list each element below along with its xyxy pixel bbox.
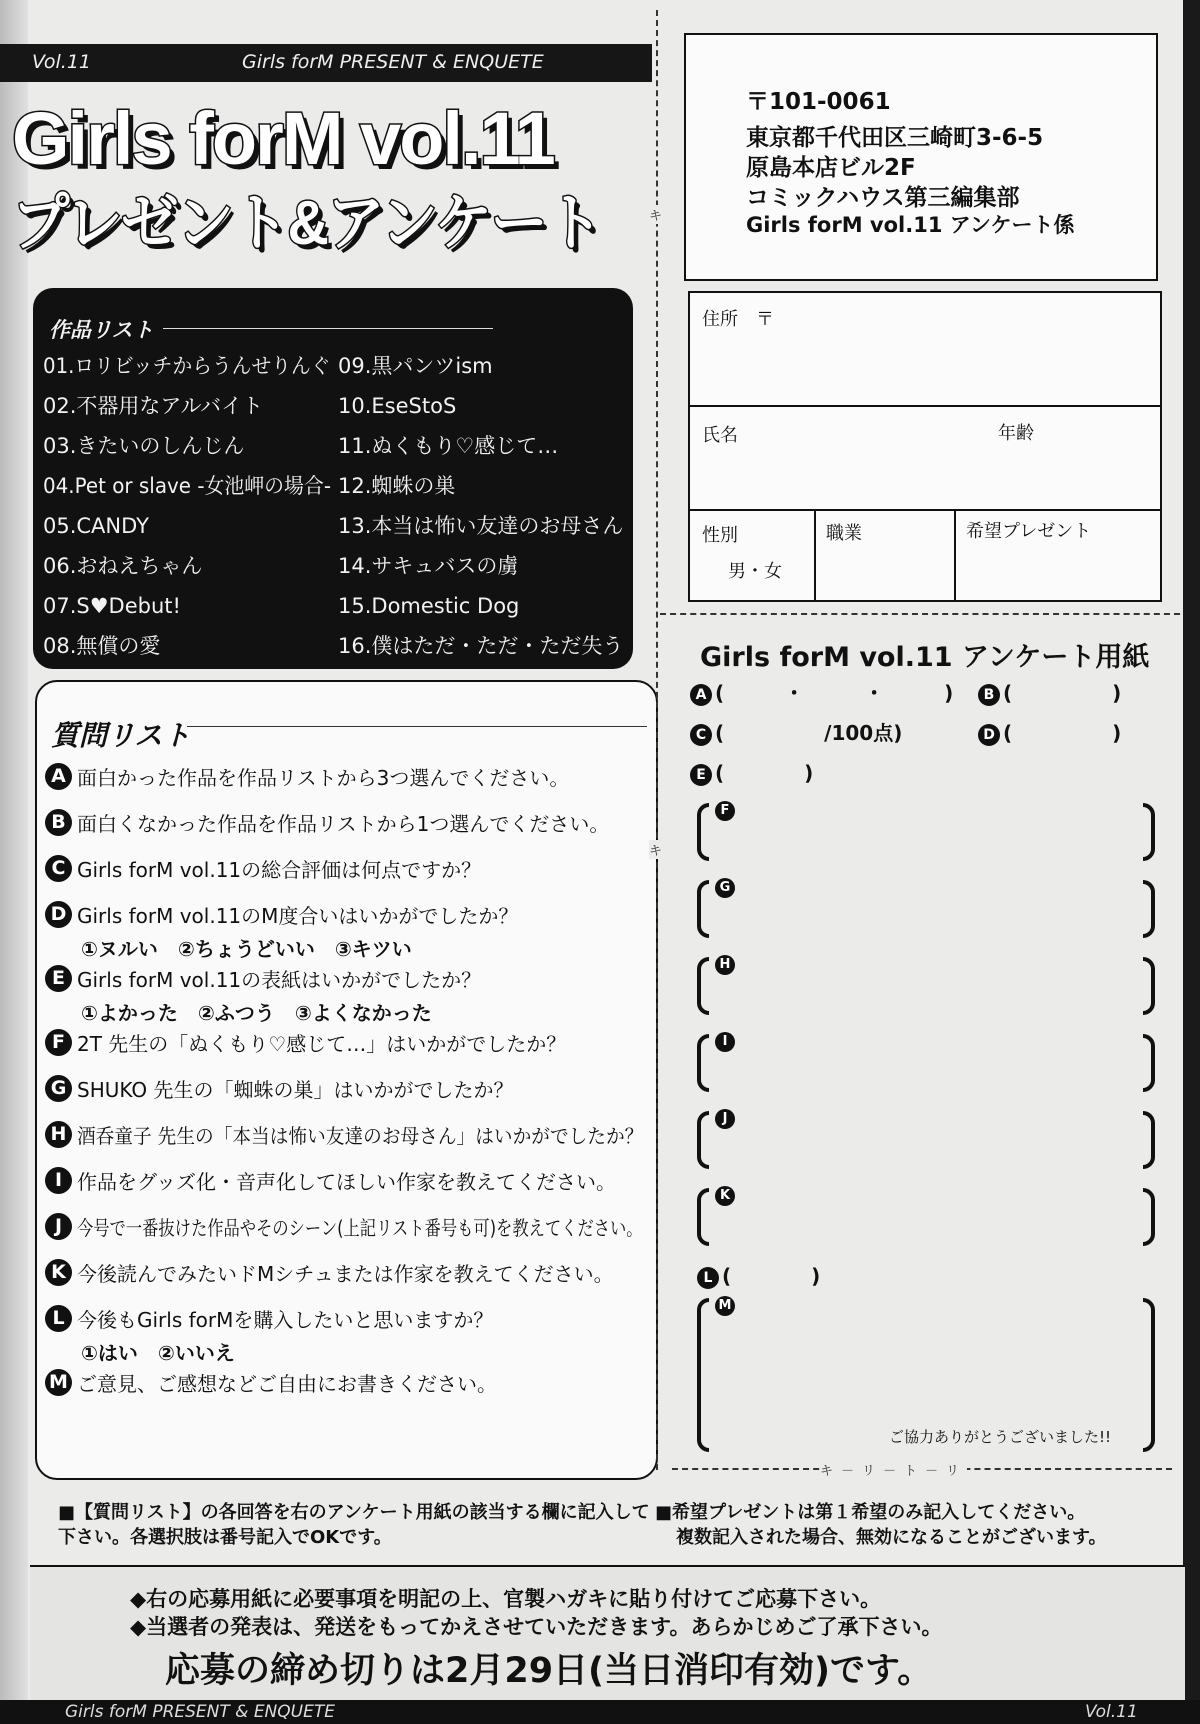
- cut-label: キ: [649, 205, 662, 224]
- letter-badge-icon: B: [45, 809, 72, 836]
- work-item: 04.Pet or slave -女池岬の場合-: [43, 474, 332, 498]
- answer-i[interactable]: [697, 1034, 1155, 1092]
- cut-label: キ: [649, 840, 662, 859]
- letter-badge-icon: I: [715, 1032, 735, 1052]
- letter-badge-icon: K: [45, 1259, 72, 1286]
- question-g: [45, 1074, 514, 1103]
- questions-heading: 質問リスト: [51, 719, 191, 752]
- cut-line-horizontal: [660, 613, 1180, 615]
- work-item: 14.サキュバスの虜: [338, 554, 519, 578]
- address-line: コミックハウス第三編集部: [746, 185, 1020, 211]
- age-field[interactable]: [998, 419, 1034, 445]
- question-options: ①はい ②いいえ: [81, 1341, 235, 1365]
- title-line2: プレゼント&アンケート: [12, 189, 602, 258]
- question-options: ①よかった ②ふつう ③よくなかった: [81, 1001, 432, 1025]
- note-right-1: ■希望プレゼントは第１希望のみ記入してください。: [655, 1502, 1086, 1523]
- letter-badge-icon: J: [715, 1109, 735, 1129]
- note-right-2: 複数記入された場合、無効になることがございます。: [676, 1527, 1107, 1548]
- work-item: 09.黒パンツism: [338, 354, 493, 378]
- letter-badge-icon: L: [45, 1305, 72, 1332]
- letter-badge-icon: F: [715, 801, 735, 821]
- question-text: 面白くなかった作品を作品リストから1つ選んでください。: [77, 812, 610, 836]
- works-list: [33, 288, 633, 669]
- work-item: 11.ぬくもり♡感じて…: [338, 434, 559, 458]
- letter-badge-icon: G: [45, 1075, 72, 1102]
- answer-c[interactable]: C ( /100点): [690, 717, 902, 746]
- footer-title: Girls forM PRESENT & ENQUETE: [65, 1702, 335, 1722]
- cut-line-vertical: [656, 10, 658, 1470]
- gender-options[interactable]: 男・女: [728, 561, 782, 582]
- footer-bar: [0, 1700, 1200, 1724]
- sender-form: [688, 291, 1162, 602]
- works-heading: 作品リスト: [49, 318, 154, 342]
- letter-badge-icon: I: [45, 1167, 72, 1194]
- address-field[interactable]: [690, 293, 1160, 407]
- question-text: 今号で一番抜けた作品やそのシーン(上記リスト番号も可)を教えてください。: [77, 1216, 643, 1240]
- work-item: 06.おねえちゃん: [43, 554, 203, 578]
- answer-e[interactable]: E ( ): [690, 757, 813, 786]
- question-f: [45, 1028, 566, 1057]
- question-text: Girls forM vol.11のM度合いはいかがでしたか？: [77, 904, 519, 928]
- letter-badge-icon: K: [715, 1186, 735, 1206]
- letter-badge-icon: M: [45, 1369, 72, 1396]
- work-item: 10.EseStoS: [338, 394, 457, 418]
- title-line1: Girls forM vol.11: [12, 97, 554, 180]
- question-k: [45, 1258, 614, 1287]
- work-item: 01.ロリビッチからうんせりんぐ: [43, 354, 331, 378]
- name-label: 氏名: [702, 425, 738, 446]
- page-title: [12, 94, 612, 270]
- divider: [163, 328, 493, 329]
- question-options: ①ヌルい ②ちょうどいい ③キツい: [81, 937, 412, 961]
- letter-badge-icon: G: [715, 878, 735, 898]
- question-text: 作品をグッズ化・音声化してほしい作家を教えてください。: [77, 1170, 616, 1194]
- age-label: 年齢: [998, 423, 1034, 444]
- answer-m[interactable]: M: [697, 1298, 1155, 1452]
- address-line: 原島本店ビル2F: [746, 155, 916, 181]
- thanks-text: ご協力ありがとうございました!!: [889, 1428, 1112, 1446]
- gender-field[interactable]: [690, 511, 816, 600]
- question-h: [45, 1120, 683, 1149]
- work-item: 02.不器用なアルバイト: [43, 394, 264, 418]
- instruction-2: ◆当選者の発表は、発送をもってかえさせていただきます。あらかじめご了承下さい。: [130, 1615, 943, 1639]
- answer-f[interactable]: [697, 803, 1155, 861]
- work-item: 12.蜘蛛の巣: [338, 474, 456, 498]
- mailing-address: [684, 33, 1158, 281]
- answer-sheet-title: Girls forM vol.11 アンケート用紙: [700, 642, 1150, 673]
- work-item: 08.無償の愛: [43, 634, 161, 658]
- question-text: SHUKO 先生の「蜘蛛の巣」はいかがでしたか？: [77, 1078, 514, 1102]
- letter-badge-icon: C: [45, 855, 72, 882]
- address-line: Girls forM vol.11 アンケート係: [746, 213, 1075, 237]
- question-text: 今後読んでみたいドMシチュまたは作家を教えてください。: [77, 1262, 614, 1286]
- job-label: 職業: [826, 523, 862, 544]
- letter-badge-icon: J: [45, 1213, 72, 1240]
- question-text: 面白かった作品を作品リストから3つ選んでください。: [77, 766, 570, 790]
- header-title: Girls forM PRESENT & ENQUETE: [242, 51, 544, 73]
- work-item: 15.Domestic Dog: [338, 594, 520, 618]
- present-field[interactable]: [958, 511, 1099, 549]
- answer-b[interactable]: B ( ): [978, 677, 1121, 706]
- question-d: [45, 900, 518, 962]
- work-item: 03.きたいのしんじん: [43, 434, 245, 458]
- present-label: 希望プレゼント: [966, 521, 1092, 542]
- question-text: ご意見、ご感想などご自由にお書きください。: [77, 1372, 497, 1396]
- address-line: 東京都千代田区三崎町3-6-5: [746, 125, 1044, 151]
- letter-badge-icon: D: [45, 901, 72, 928]
- question-l: [45, 1304, 493, 1366]
- page-edge: [1183, 0, 1200, 1724]
- job-field[interactable]: [816, 511, 956, 600]
- question-c: [45, 854, 481, 883]
- answer-j[interactable]: [697, 1111, 1155, 1169]
- letter-badge-icon: A: [45, 763, 72, 790]
- question-a: [45, 762, 569, 791]
- question-b: [45, 808, 609, 837]
- work-item: 13.本当は怖い友達のお母さん: [338, 514, 624, 538]
- question-text: Girls forM vol.11の総合評価は何点ですか？: [77, 858, 482, 882]
- question-list: [35, 680, 658, 1480]
- letter-badge-icon: F: [45, 1029, 72, 1056]
- note-left: ■【質問リスト】の各回答を右のアンケート用紙の該当する欄に記入して下さい。各選択肢は番号記入でOKです。: [58, 1502, 650, 1548]
- address-label: 住所 〒: [702, 309, 774, 330]
- name-field[interactable]: [690, 407, 1160, 511]
- question-j: [45, 1212, 772, 1241]
- question-text: 酒呑童子 先生の「本当は怖い友達のお母さん」はいかがでしたか？: [77, 1124, 644, 1148]
- question-text: 2T 先生の「ぬくもり♡感じて…」はいかがでしたか？: [77, 1032, 567, 1056]
- entry-instructions: [30, 1565, 1185, 1701]
- work-item: 16.僕はただ・ただ・ただ失う: [338, 634, 624, 658]
- instruction-1: ◆右の応募用紙に必要事項を明記の上、官製ハガキに貼り付けてご応募下さい。: [130, 1587, 882, 1611]
- answer-h[interactable]: [697, 957, 1155, 1015]
- letter-badge-icon: H: [715, 955, 735, 975]
- answer-g[interactable]: [697, 880, 1155, 938]
- footer-vol: Vol.11: [1085, 1702, 1138, 1722]
- letter-badge-icon: H: [45, 1121, 72, 1148]
- answer-k[interactable]: [697, 1188, 1155, 1246]
- letter-badge-icon: E: [45, 965, 72, 992]
- answer-d[interactable]: D ( ): [978, 717, 1121, 746]
- gender-label: 性別: [702, 525, 738, 546]
- deadline: 応募の締め切りは2月29日(当日消印有効)です。: [165, 1651, 933, 1691]
- work-item: 07.S♥Debut!: [43, 594, 181, 618]
- work-item: 05.CANDY: [43, 514, 149, 538]
- question-i: [45, 1166, 616, 1195]
- cut-label: キ－リ－ト－リ: [820, 1460, 967, 1479]
- postal-code: 〒101-0061: [746, 89, 891, 115]
- header-vol: Vol.11: [32, 51, 92, 73]
- answer-a[interactable]: A ( ・ ・ ): [690, 677, 953, 706]
- header-bar: [0, 44, 652, 82]
- question-m: [45, 1368, 497, 1397]
- question-text: Girls forM vol.11の表紙はいかがでしたか？: [77, 968, 482, 992]
- divider: [187, 726, 647, 727]
- answer-l[interactable]: L ( ): [697, 1260, 820, 1289]
- question-text: 今後もGirls forMを購入したいと思いますか？: [77, 1308, 494, 1332]
- question-e: [45, 964, 481, 1026]
